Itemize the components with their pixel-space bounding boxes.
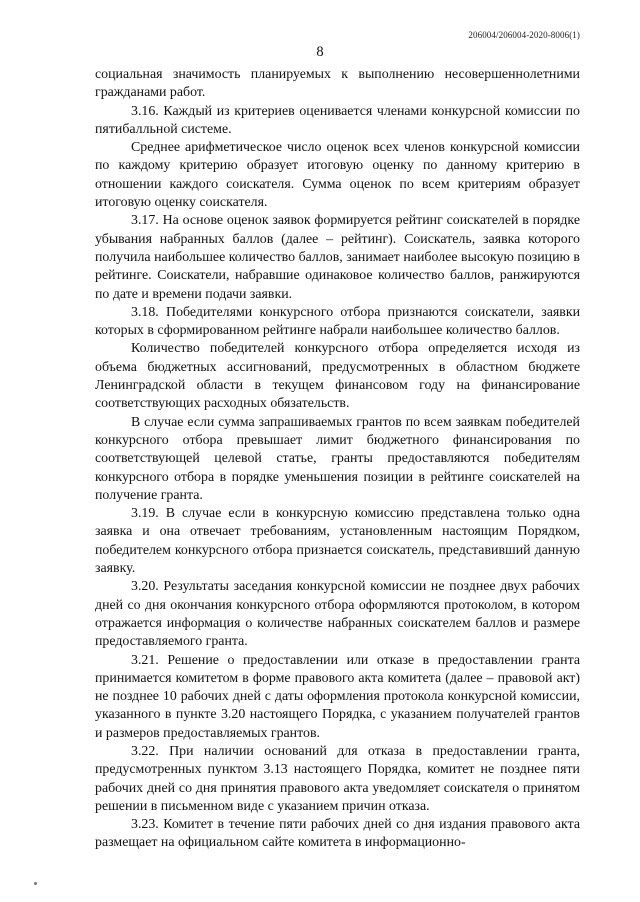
paragraph-continuation: социальная значимость планируемых к выполнению несовершеннолетними гражданами работ. xyxy=(95,67,580,101)
paragraph-limit-exceeded: В случае если сумма запрашиваемых грантов по всем заявкам победителей конкурсного отбора превышает лимит бюджетного финансирования по соответствующей целевой статье, гранты предоставляются победителям конкурсного отбора в порядке уменьшения позиции в рейтинге соискателей на получение гранта. xyxy=(95,414,580,503)
paragraph-average-score: Среднее арифметическое число оценок всех членов конкурсной комиссии по каждому критерию образует итоговую оценку по данному критерию в отношении каждого соискателя. Сумма оценок по всем критериям образует итоговую оценку соискателя. xyxy=(95,140,580,211)
paragraph-3-19: 3.19. В случае если в конкурсную комиссию представлена только одна заявка и она отвечает требованиям, установленным настоящим Порядком, победителем конкурсного отбора признается соискатель, представивший данную заявку. xyxy=(95,506,580,577)
paragraph-3-23: 3.23. Комитет в течение пяти рабочих дней со дня издания правового акта размещает на официальном сайте комитета в информационно- xyxy=(95,817,580,851)
document-body xyxy=(95,66,580,853)
paragraph-3-20: 3.20. Результаты заседания конкурсной комиссии не позднее двух рабочих дней со дня окончания конкурсного отбора оформляются протоколом, в котором отражается информация о количестве набранных соискателем баллов и размере предоставляемого гранта. xyxy=(95,579,580,650)
paragraph-3-22: 3.22. При наличии оснований для отказа в предоставлении гранта, предусмотренных пунктом 3.13 настоящего Порядка, комитет не позднее пяти рабочих дней со дня принятия правового акта уведомляет соискателя о принятом решении в письменном виде с указанием причин отказа. xyxy=(95,743,580,814)
paragraph-winners-count: Количество победителей конкурсного отбора определяется исходя из объема бюджетных ассигнований, предусмотренных в областном бюджете Ленинградской области в текущем финансовом году на финансирование соответствующих расходных обязательств. xyxy=(95,341,580,412)
paragraph-3-21: 3.21. Решение о предоставлении или отказе в предоставлении гранта принимается комитетом в форме правового акта комитета (далее – правовой акт) не позднее 10 рабочих дней с даты оформления протокола конкурсной комиссии, указанного в пункте 3.20 настоящего Порядка, с указанием получателей грантов и размеров предоставляемых грантов. xyxy=(95,652,580,741)
paragraph-3-16: 3.16. Каждый из критериев оценивается членами конкурсной комиссии по пятибалльной системе. xyxy=(95,103,580,137)
scan-speck xyxy=(34,882,37,885)
document-code: 206004/206004-2020-8006(1) xyxy=(468,30,580,40)
paragraph-3-18: 3.18. Победителями конкурсного отбора признаются соискатели, заявки которых в сформированном рейтинге набрали наибольшее количество баллов. xyxy=(95,304,580,339)
page-number: 8 xyxy=(316,44,324,60)
paragraph-3-17: 3.17. На основе оценок заявок формируется рейтинг соискателей в порядке убывания набранных баллов (далее – рейтинг). Соискатель, заявка которого получила наибольшее количество баллов, занимает наиболее высокую позицию в рейтинге. Соискатели, набравшие одинаковое количество баллов, ранжируются по дате и времени подачи заявки. xyxy=(95,213,580,302)
